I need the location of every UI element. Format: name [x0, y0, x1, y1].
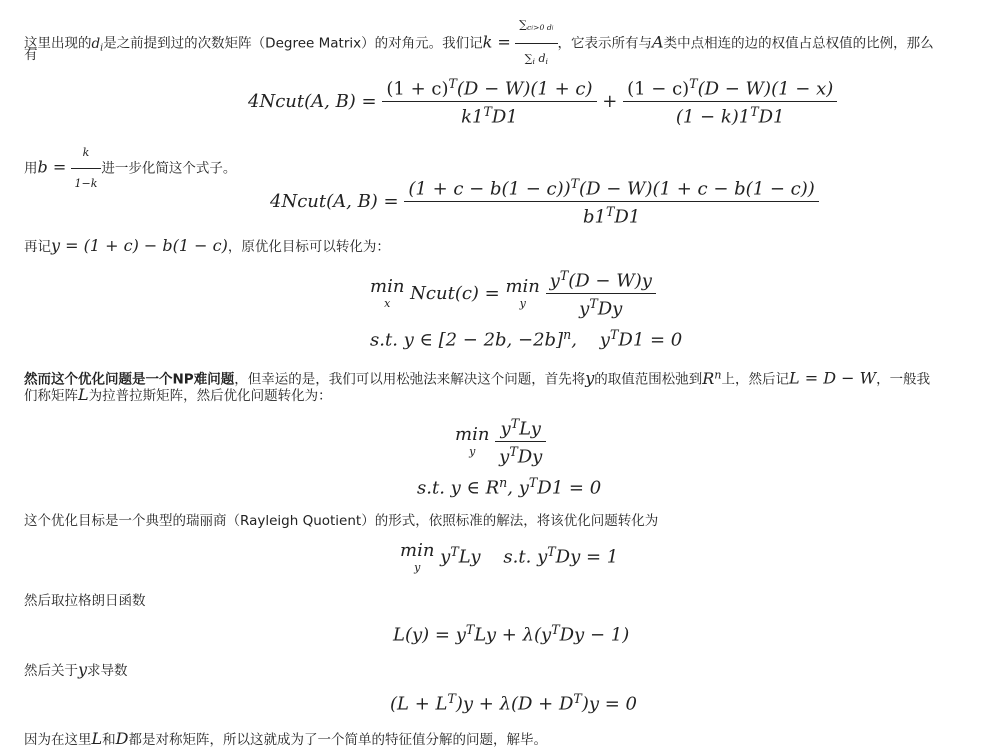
eq-mid: Ncut(c) =: [410, 282, 500, 304]
min-operator-y: min y: [400, 540, 435, 574]
equation-min-ncut: [370, 268, 656, 320]
paragraph-relaxation: 然而这个优化问题是一个NP难问题，但幸运的是，我们可以用松弛法来解决这个问题，首先将y的取值范围松弛到$R^n$上，然后记L = D − W，一般我: [24, 368, 931, 388]
text-segment: 类中点相连的边的权值占总权值的比例，那么: [663, 35, 934, 52]
text-segment: ，它表示所有与: [557, 35, 653, 52]
min-operator-y: min y: [455, 424, 490, 459]
paragraph-rayleigh-quotient: 这个优化目标是一个典型的瑞丽商（Rayleigh Quotient）的形式，依照标准的解法，将该优化问题转化为: [24, 513, 659, 529]
equation-ncut-simplified: [270, 176, 819, 228]
paragraph-relaxation-cont: 们称矩阵L为拉普拉斯矩阵，然后优化问题转化为：: [24, 385, 332, 404]
math-b-fraction: $\frac{k}{1-k}$: [71, 140, 102, 197]
paragraph-derivative: 然后关于y求导数: [24, 660, 128, 679]
fraction-1: $\frac{(1 + c)^T(D - W)(1 + c)}{k1^TD1}$: [382, 76, 596, 128]
math-R-n: $R^n$: [702, 368, 722, 388]
text-segment: ，原优化目标可以转化为：: [227, 239, 390, 255]
math-b-lhs: b =: [37, 157, 67, 177]
math-L-def: L = D − W: [789, 368, 877, 388]
equation-derivative: $(L + L^T)y + \lambda(D + D^T)y = 0$: [390, 691, 637, 715]
math-y-expr: y = (1 + c) − b(1 − c): [51, 236, 228, 255]
fraction-rayleigh: $\frac{y^T(D - W)y}{y^TDy}$: [546, 268, 656, 320]
paragraph-b-definition: [24, 140, 236, 197]
equation-min-constraint: min y $y^TLy$ s.t. $y^TDy = 1$: [400, 540, 619, 574]
text-segment: 用: [24, 160, 38, 177]
min-operator-y: min y: [505, 276, 540, 311]
plus-sign: +: [602, 90, 618, 112]
math-k-fraction: $\frac{\sum_{ci>0 di}}{\sum_i d_i}$: [515, 12, 557, 75]
paragraph-lagrange: 然后取拉格朗日函数: [24, 593, 146, 609]
equation-min-laplacian: [455, 416, 546, 468]
paragraph-degree-matrix: [24, 12, 934, 75]
text-segment: 这里出现的: [24, 35, 92, 52]
text-segment: 是之前提到过的次数矩阵（Degree Matrix）的对角元。我们记: [103, 35, 483, 52]
fraction-laplacian: $\frac{y^TLy}{y^TDy}$: [495, 416, 546, 468]
bold-np-hard: 然而这个优化问题是一个NP难问题: [24, 371, 235, 388]
math-k-lhs: k =: [482, 32, 511, 52]
eq-lhs: 4Ncut(A, B) =: [270, 190, 399, 212]
equation-ncut-expansion: [248, 76, 837, 128]
equation-constraint-1: s.t. y ∈ [2 − 2b, −2b]$^n$, $y^TD1 = 0$: [370, 327, 683, 351]
paragraph-y-definition: [24, 233, 390, 260]
math-A: A: [652, 32, 664, 52]
fraction-2: $\frac{(1 - c)^T(D - W)(1 - x)}{(1 - k)1^TD1}$: [623, 76, 837, 128]
paragraph-degree-matrix-cont: [24, 42, 38, 68]
equation-constraint-2: s.t. y ∈ $R^n$, $y^TD1 = 0$: [417, 475, 602, 499]
fraction-main: $\frac{(1 + c - b(1 - c))^T(D - W)(1 + c - b(1 - c))}{b1^TD1}$: [404, 176, 818, 228]
equation-lagrangian: $L(y) = y^TLy + \lambda(y^TDy - 1)$: [393, 622, 630, 646]
eq-lhs: 4Ncut(A, B) =: [248, 90, 377, 112]
paragraph-conclusion: 因为在这里L和D都是对称矩阵，所以这就成为了一个简单的特征值分解的问题，解毕。: [24, 729, 547, 748]
text-segment: 进一步化简这个式子。: [101, 160, 237, 177]
min-operator-x: min x: [370, 276, 405, 311]
math-d-i: $d_i$: [91, 35, 104, 54]
text-segment: 有: [24, 47, 38, 63]
text-segment: 再记: [24, 239, 51, 255]
